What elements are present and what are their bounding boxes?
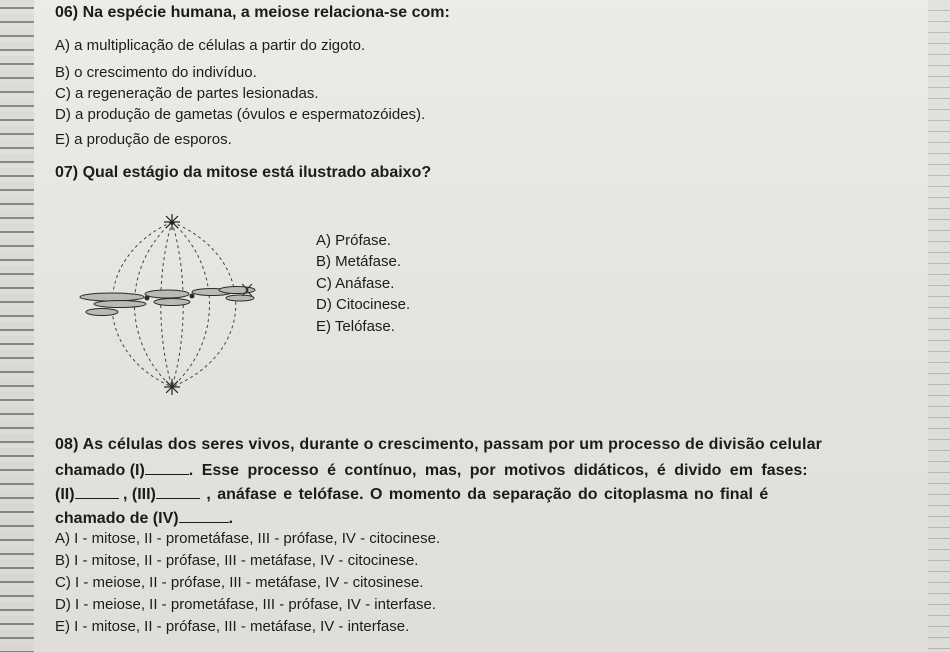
- q07-option-c[interactable]: C) Anáfase.: [316, 275, 395, 292]
- q08-line-4-rest: .: [228, 510, 234, 527]
- q07-option-b[interactable]: B) Metáfase.: [316, 253, 402, 270]
- page-right-edge: [928, 0, 950, 652]
- chromosomes-metaphase-plate: [80, 287, 255, 316]
- q08-blank-i: [145, 462, 189, 475]
- q08-blank-iv: [179, 510, 229, 523]
- q08-blank-iii-label: , (III): [118, 486, 156, 503]
- q08-statement-line-4: [55, 510, 233, 528]
- q06-option-e[interactable]: E) a produção de esporos.: [55, 131, 232, 148]
- q08-blank-i-label: chamado (I): [55, 462, 145, 479]
- q08-option-c[interactable]: C) I - meiose, II - prófase, III - metáfase, IV - citosinese.: [55, 574, 424, 591]
- q06-option-d[interactable]: D) a produção de gametas (óvulos e espermatozóides).: [55, 106, 426, 123]
- q08-line-3-rest: , anáfase e telófase. O momento da separação do citoplasma no final é: [199, 486, 769, 503]
- q07-option-e[interactable]: E) Telófase.: [316, 318, 395, 335]
- upper-aster-icon: [164, 214, 180, 230]
- q08-blank-ii: [75, 486, 119, 499]
- q08-statement-line-1: 08) As células dos seres vivos, durante o crescimento, passam por um processo de divisão celular: [55, 436, 823, 453]
- q08-blank-ii-label: (II): [55, 486, 75, 503]
- page-left-edge: [0, 0, 34, 652]
- lower-aster-icon: [164, 379, 180, 395]
- q08-option-d[interactable]: D) I - meiose, II - prometáfase, III - prófase, IV - interfase.: [55, 596, 436, 613]
- q07-title: 07) Qual estágio da mitose está ilustrado abaixo?: [55, 164, 432, 181]
- q06-title: 06) Na espécie humana, a meiose relaciona-se com:: [55, 4, 450, 21]
- q08-option-e[interactable]: E) I - mitose, II - prófase, III - metáfase, IV - interfase.: [55, 618, 410, 635]
- q07-option-a[interactable]: A) Prófase.: [316, 232, 392, 249]
- q08-blank-iv-label: chamado de (IV): [55, 510, 179, 527]
- q07-option-d[interactable]: D) Citocinese.: [316, 296, 411, 313]
- q06-option-b[interactable]: B) o crescimento do indivíduo.: [55, 64, 257, 81]
- q08-option-a[interactable]: A) I - mitose, II - prometáfase, III - prófase, IV - citocinese.: [55, 530, 441, 547]
- q08-statement-line-3: [55, 486, 768, 504]
- q08-option-b[interactable]: B) I - mitose, II - prófase, III - metáfase, IV - citocinese.: [55, 552, 419, 569]
- q08-blank-iii: [156, 486, 200, 499]
- q08-line-2-rest: . Esse processo é contínuo, mas, por motivos didáticos, é divido em fases:: [188, 462, 808, 479]
- q08-statement-line-2: [55, 462, 808, 480]
- q06-option-a[interactable]: A) a multiplicação de células a partir do zigoto.: [55, 37, 366, 54]
- q06-option-c[interactable]: C) a regeneração de partes lesionadas.: [55, 85, 319, 102]
- mitosis-metaphase-illustration: [72, 212, 297, 402]
